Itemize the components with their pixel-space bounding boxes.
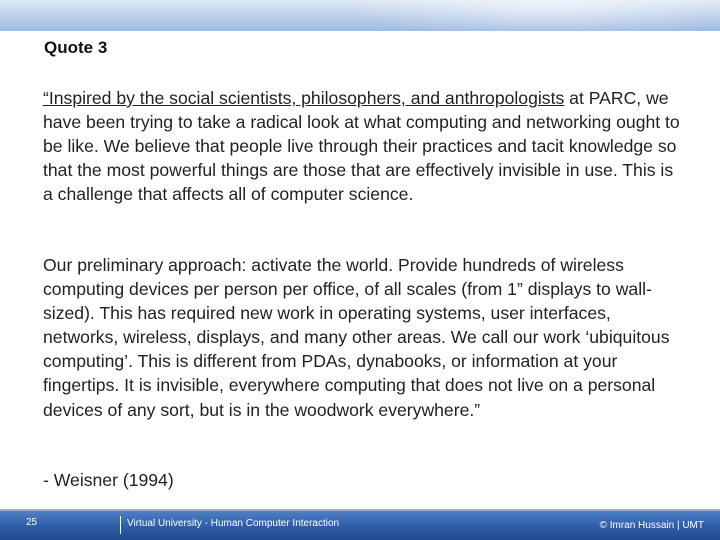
- course-label: Virtual University - Human Computer Interaction: [127, 518, 340, 529]
- quote-underlined-text: “Inspired by the social scientists, philosophers, and anthropologists: [43, 88, 565, 108]
- footer-bar: [0, 509, 720, 540]
- copyright-label: © Imran Hussain | UMT: [599, 520, 704, 531]
- page-number: 25: [26, 517, 38, 528]
- quote-paragraph: [43, 86, 683, 206]
- slide-title: Quote 3: [44, 38, 108, 57]
- footer-divider: [120, 516, 121, 534]
- top-banner: [0, 0, 720, 31]
- quote-paragraph-2: Our preliminary approach: activate the world. Provide hundreds of wireless computing devices per person per office, of all scales (from 1” displays to wall-sized). This has required new work in operating systems, user interfaces, networks, wireless, displays, and many other areas. We call our work ‘ubiquitous computing’. This is different from PDAs, dynabooks, or information at your fingertips. It is invisible, everywhere computing that does not live on a personal devices of any sort, but is in the woodwork everywhere.”: [43, 255, 670, 420]
- quote-attribution: - Weisner (1994): [43, 470, 174, 490]
- banner-sheen: [340, 0, 720, 31]
- quote-rest-text: at PARC, we have been trying to take a radical look at what computing and networking ought to be like. We believe that people live through their practices and tacit knowledge so that the most powerful things are those that are effectively invisible in use. This is a challenge that affects all of computer science.: [43, 88, 680, 205]
